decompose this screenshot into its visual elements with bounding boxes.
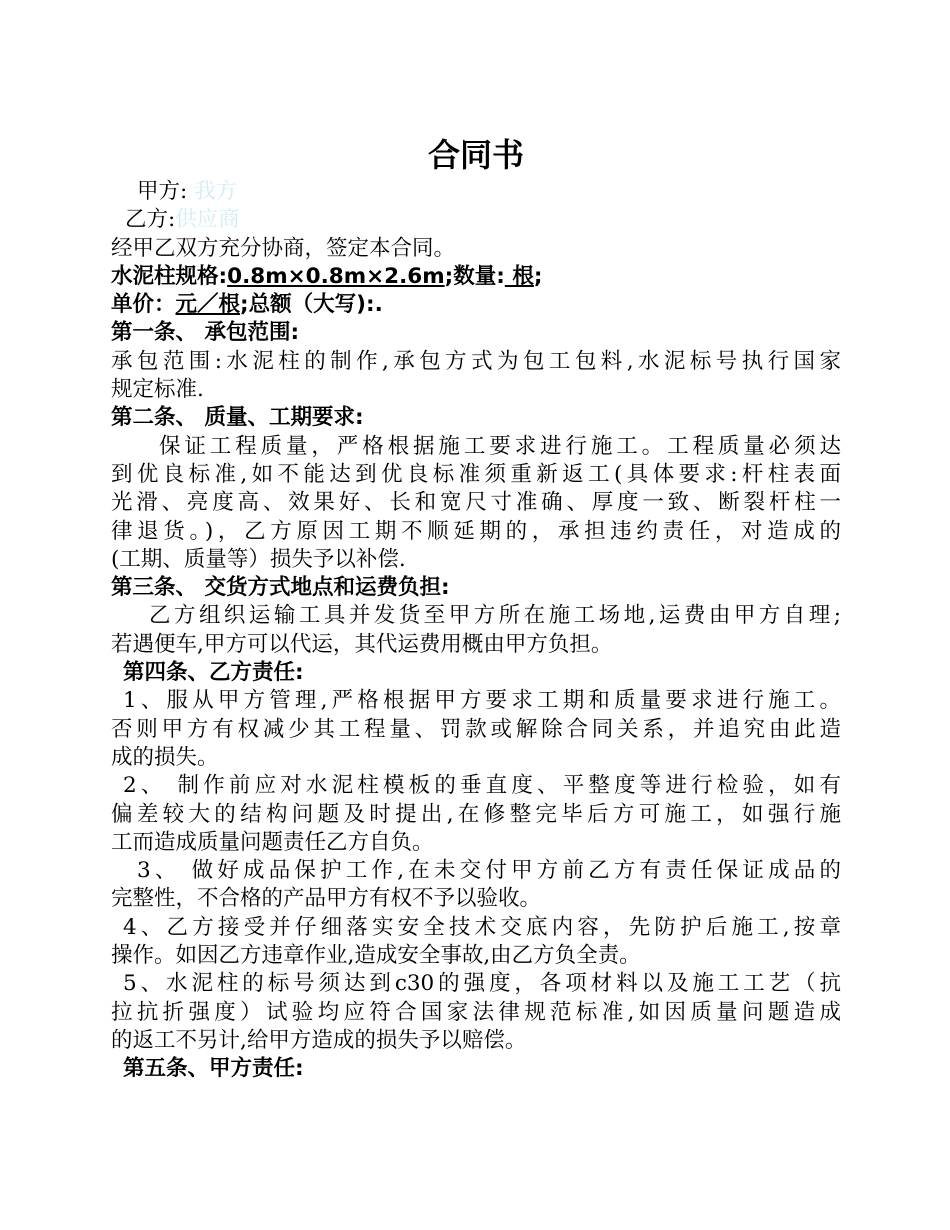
spec-value: 0.8m×0.8m×2.6m <box>227 263 445 289</box>
intro-line: 经甲乙双方充分协商，签定本合同。 <box>111 235 456 261</box>
article-4-line: 的返工不另计,给甲方造成的损失予以赔偿。 <box>111 1027 527 1053</box>
quantity-value: 根 <box>504 263 534 289</box>
article-4-line: 成的损失。 <box>111 744 219 770</box>
spec-label: 水泥柱规格: <box>111 263 228 289</box>
price-line <box>111 291 841 319</box>
article-3-line: 乙方组织运输工具并发货至甲方所在施工场地,运费由甲方自理; <box>149 603 841 629</box>
party-b-line <box>111 206 841 234</box>
article-3-line: 若遇便车,甲方可以代运，其代运费用概由甲方负担。 <box>111 631 613 657</box>
article-4-line: 3、 做好成品保护工作,在未交付甲方前乙方有责任保证成品的 <box>137 858 841 884</box>
quantity-label: 数量: <box>453 263 505 289</box>
spec-line <box>111 263 841 291</box>
price-label: 单价： <box>111 292 176 318</box>
party-b-label: 乙方: <box>125 207 176 233</box>
price-value: 元／根 <box>175 292 241 318</box>
party-a-line <box>111 178 841 206</box>
party-a-label: 甲方: <box>137 179 188 204</box>
article-4-line: 操作。如因乙方违章作业,造成安全事故,由乙方负全责。 <box>111 943 641 969</box>
document-title: 合同书 <box>427 136 524 174</box>
article-3-title: 第三条、 交货方式地点和运费负担: <box>111 575 450 601</box>
article-5-title: 第五条、甲方责任: <box>123 1056 304 1082</box>
spec-separator: ; <box>444 263 454 289</box>
contract-body <box>111 134 841 1084</box>
article-2-line: (工期、质量等）损失予以补偿. <box>111 546 406 572</box>
article-2-line: 律退货。)，乙方原因工期不顺延期的，承担违约责任，对造成的 <box>111 518 841 544</box>
price-separator: ; <box>240 292 249 318</box>
article-4-line: 完整性，不合格的产品甲方有权不予以验收。 <box>111 886 542 912</box>
party-a-value: 我方 <box>194 179 238 204</box>
article-1-title: 第一条、 承包范围: <box>111 320 300 346</box>
article-4-line: 偏差较大的结构问题及时提出,在修整完毕后方可施工，如强行施 <box>111 801 841 827</box>
article-4-line: 5、水泥柱的标号须达到c30的强度，各项材料以及施工工艺（抗 <box>123 971 841 997</box>
spec-end: ; <box>533 263 543 289</box>
article-1-line: 规定标准. <box>111 377 204 403</box>
article-4-line: 否则甲方有权减少其工程量、罚款或解除合同关系，并追究由此造 <box>111 716 841 742</box>
article-2-line: 到优良标准,如不能达到优良标准须重新返工(具体要求:杆柱表面 <box>111 461 841 487</box>
article-4-title: 第四条、乙方责任: <box>123 660 304 686</box>
article-2-line: 保证工程质量，严格根据施工要求进行施工。工程质量必须达 <box>159 433 841 459</box>
article-2-line: 光滑、亮度高、效果好、长和宽尺寸准确、厚度一致、断裂杆柱一 <box>111 490 841 516</box>
article-1-line: 承包范围:水泥柱的制作,承包方式为包工包料,水泥标号执行国家 <box>111 348 841 374</box>
article-4-line: 1、服从甲方管理,严格根据甲方要求工期和质量要求进行施工。 <box>123 688 841 714</box>
party-b-value: 供应商 <box>175 207 240 233</box>
article-4-line: 工而造成质量问题责任乙方自负。 <box>111 829 434 855</box>
article-4-line: 4、乙方接受并仔细落实安全技术交底内容，先防护后施工,按章 <box>123 914 841 940</box>
article-2-title: 第二条、 质量、工期要求: <box>111 405 364 431</box>
article-4-line: 拉抗折强度）试验均应符合国家法律规范标准,如因质量问题造成 <box>111 999 841 1025</box>
total-label: 总额（大写):. <box>248 292 383 318</box>
article-4-line: 2、 制作前应对水泥柱模板的垂直度、平整度等进行检验，如有 <box>123 773 841 799</box>
